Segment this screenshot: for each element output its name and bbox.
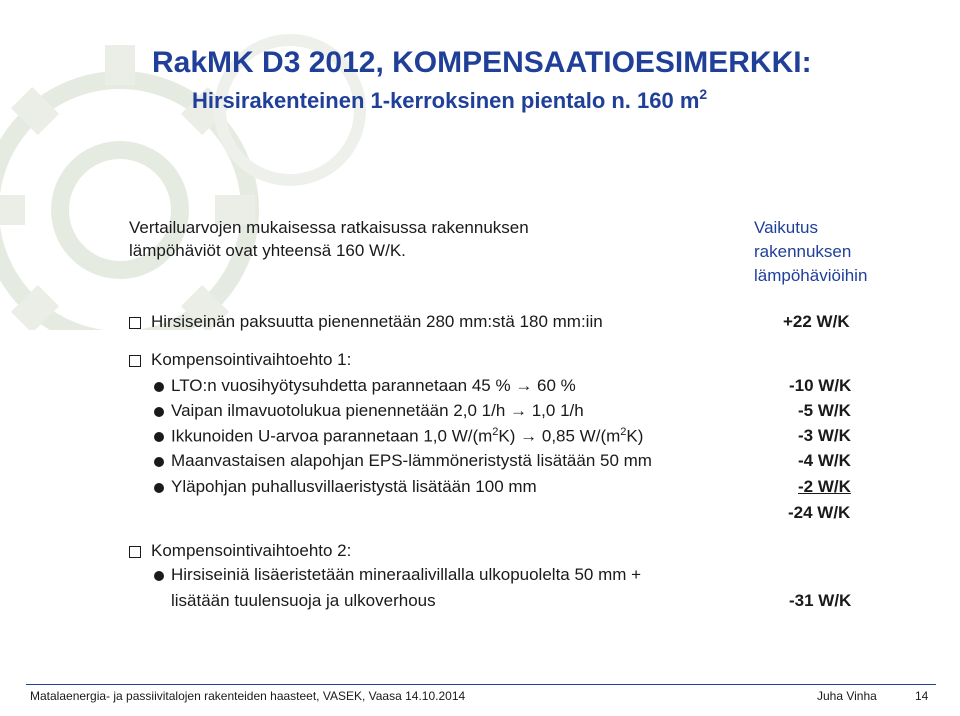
option1-value-windows: -3 W/K [798,426,851,445]
round-bullet-icon [154,407,164,417]
option1-heading: Kompensointivaihtoehto 1: [151,350,352,369]
intro-line-2: lämpöhäviöt ovat yhteensä 160 W/K. [129,241,406,260]
wall-thickness-text: Hirsiseinän paksuutta pienennetään 280 mm:stä 180 mm:iin [151,312,603,331]
option2-item-line-1: Hirsiseiniä lisäeristetään mineraalivillalla ulkopuolelta 50 mm + [171,565,642,584]
square-bullet-icon [129,355,141,367]
slide-subtitle: Hirsirakenteinen 1-kerroksinen pientalo n. 160 $m^2$ [192,86,708,113]
intro-line-1: Vertailuarvojen mukaisessa ratkaisussa rakennuksen [129,218,529,237]
square-bullet-icon [129,317,141,329]
option1-value-lto: -10 W/K [789,376,852,395]
round-bullet-icon [154,571,164,581]
round-bullet-icon [154,457,164,467]
option1-value-ground-floor: -4 W/K [798,451,851,470]
effect-heading-line-2: rakennuksen [754,242,852,261]
option1-total: -24 W/K [788,503,851,522]
round-bullet-icon [154,432,164,442]
option1-item-roof: Yläpohjan puhallusvillaeristystä lisätään 100 mm [171,477,537,496]
slide-title: RakMK D3 2012, KOMPENSAATIOESIMERKKI: [152,46,812,79]
intro-text [129,216,529,262]
option2-heading: Kompensointivaihtoehto 2: [151,541,352,560]
footer-event-text: Matalaenergia- ja passiivitalojen rakenteiden haasteet, VASEK, Vaasa 14.10.2014 [30,689,466,703]
round-bullet-icon [154,483,164,493]
option1-item-ground-floor: Maanvastaisen alapohjan EPS-lämmöneristystä lisätään 50 mm [171,451,652,470]
square-bullet-icon [129,546,141,558]
effect-heading-line-1: Vaikutus [754,218,818,237]
footer-divider [26,684,936,685]
option1-item-lto: LTO:n vuosihyötysuhdetta parannetaan 45 % → 60 % [171,376,576,395]
option1-value-airtightness: -5 W/K [798,401,851,420]
option1-item-airtightness: Vaipan ilmavuotolukua pienennetään 2,0 1/h → 1,0 1/h [171,401,584,420]
option2-value: -31 W/K [789,591,852,610]
wall-thickness-value: +22 W/K [783,312,850,331]
footer-page-number: 14 [915,689,929,703]
footer-author: Juha Vinha [817,689,877,703]
effect-column-heading [754,216,867,288]
option2-item-line-2: lisätään tuulensuoja ja ulkoverhous [171,591,436,610]
effect-heading-line-3: lämpöhäviöihin [754,266,868,285]
option1-value-roof: -2 W/K [798,477,851,496]
option1-item-windows: Ikkunoiden U-arvoa parannetaan 1,0 $W/(m^2K) \to 0,85$ $W/(m^2K)$ [171,426,644,446]
round-bullet-icon [154,382,164,392]
